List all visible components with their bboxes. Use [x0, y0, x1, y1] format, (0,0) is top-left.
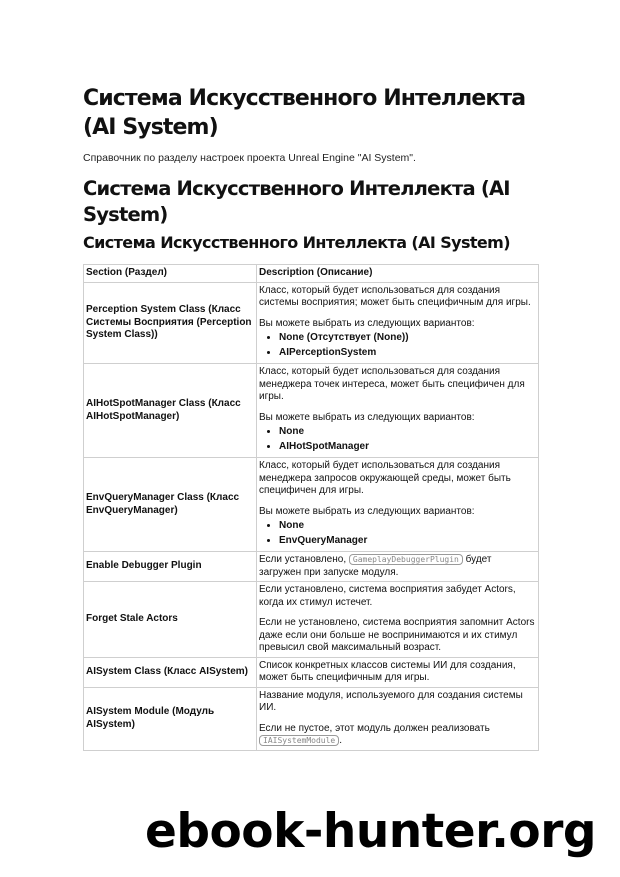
options-list — [259, 520, 536, 547]
page-title: Система Искусственного Интеллекта (AI System) — [83, 86, 526, 140]
table-row — [84, 282, 539, 364]
section-cell: Enable Debugger Plugin — [84, 552, 257, 582]
option-item: • AIHotSpotManager — [279, 441, 536, 454]
section-cell: Forget Stale Actors — [84, 582, 257, 658]
description-cell — [257, 282, 539, 364]
option-item: • None — [279, 520, 536, 533]
column-header-description: Description (Описание) — [257, 265, 539, 283]
description-text: Список конкретных классов системы ИИ для создания, может быть специфичным для игры. — [259, 659, 516, 683]
subsection-heading: Система Искусственного Интеллекта (AI System) — [83, 233, 510, 252]
table-row — [84, 657, 539, 687]
section-heading: Система Искусственного Интеллекта (AI System) — [83, 177, 510, 226]
section-cell: Perception System Class (Класс Системы Восприятия (Perception System Class)) — [84, 282, 257, 364]
table-row — [84, 364, 539, 458]
table-header-row — [84, 265, 539, 283]
table-row — [84, 582, 539, 658]
table-row — [84, 552, 539, 582]
watermark-text: ebook-hunter.org — [145, 804, 597, 859]
options-list — [259, 332, 536, 359]
table-row — [84, 687, 539, 750]
description-cell — [257, 552, 539, 582]
option-item: • EnvQueryManager — [279, 535, 536, 548]
section-cell: EnvQueryManager Class (Класс EnvQueryManager) — [84, 458, 257, 552]
description-text: Название модуля, используемого для создания системы ИИ. — [259, 689, 523, 713]
text-after-code: будет загружен при запуске модуля. — [259, 554, 492, 578]
section-cell: AISystem Module (Модуль AISystem) — [84, 687, 257, 750]
description-text — [259, 554, 536, 579]
description-text: Класс, который будет использоваться для создания системы восприятия; может быть специфичным для игры. — [259, 284, 531, 308]
description-cell — [257, 458, 539, 552]
option-item: • None (Отсутствует (None)) — [279, 332, 536, 345]
text-before-code: Если не пустое, этот модуль должен реализовать — [259, 722, 490, 734]
options-list — [259, 426, 536, 453]
code-snippet: IAISystemModule — [259, 735, 339, 746]
description-cell — [257, 364, 539, 458]
text-before-code: Если установлено, — [259, 554, 347, 565]
section-cell: AISystem Class (Класс AISystem) — [84, 657, 257, 687]
option-item: • AIPerceptionSystem — [279, 347, 536, 360]
column-header-section: Section (Раздел) — [84, 265, 257, 283]
description-cell — [257, 687, 539, 750]
description-cell — [257, 582, 539, 658]
options-intro: Вы можете выбрать из следующих вариантов: — [259, 317, 475, 329]
options-intro: Вы можете выбрать из следующих вариантов: — [259, 505, 475, 517]
section-cell: AIHotSpotManager Class (Класс AIHotSpotManager) — [84, 364, 257, 458]
description-text: Класс, который будет использоваться для создания менеджера точек интереса, может быть специфичен для игры. — [259, 366, 525, 402]
description-text-secondary — [259, 723, 536, 748]
text-after-code: . — [339, 735, 343, 746]
description-cell — [257, 657, 539, 687]
description-text: Класс, который будет использоваться для создания менеджера запросов окружающей среды, может быть специфичен для игры. — [259, 460, 511, 496]
table-row — [84, 458, 539, 552]
options-intro: Вы можете выбрать из следующих вариантов: — [259, 411, 475, 423]
option-item: • None — [279, 426, 536, 439]
code-snippet: GameplayDebuggerPlugin — [349, 554, 463, 565]
description-text: Если установлено, система восприятия забудет Actors, когда их стимул истечет. — [259, 584, 516, 608]
description-text-secondary: Если не установлено, система восприятия запомнит Actors даже если они больше не воспринимаются и их стимул превысил свой максимальный возраст. — [259, 617, 535, 653]
page-subtitle: Справочник по разделу настроек проекта Unreal Engine "AI System". — [83, 152, 416, 164]
settings-table — [83, 264, 539, 751]
